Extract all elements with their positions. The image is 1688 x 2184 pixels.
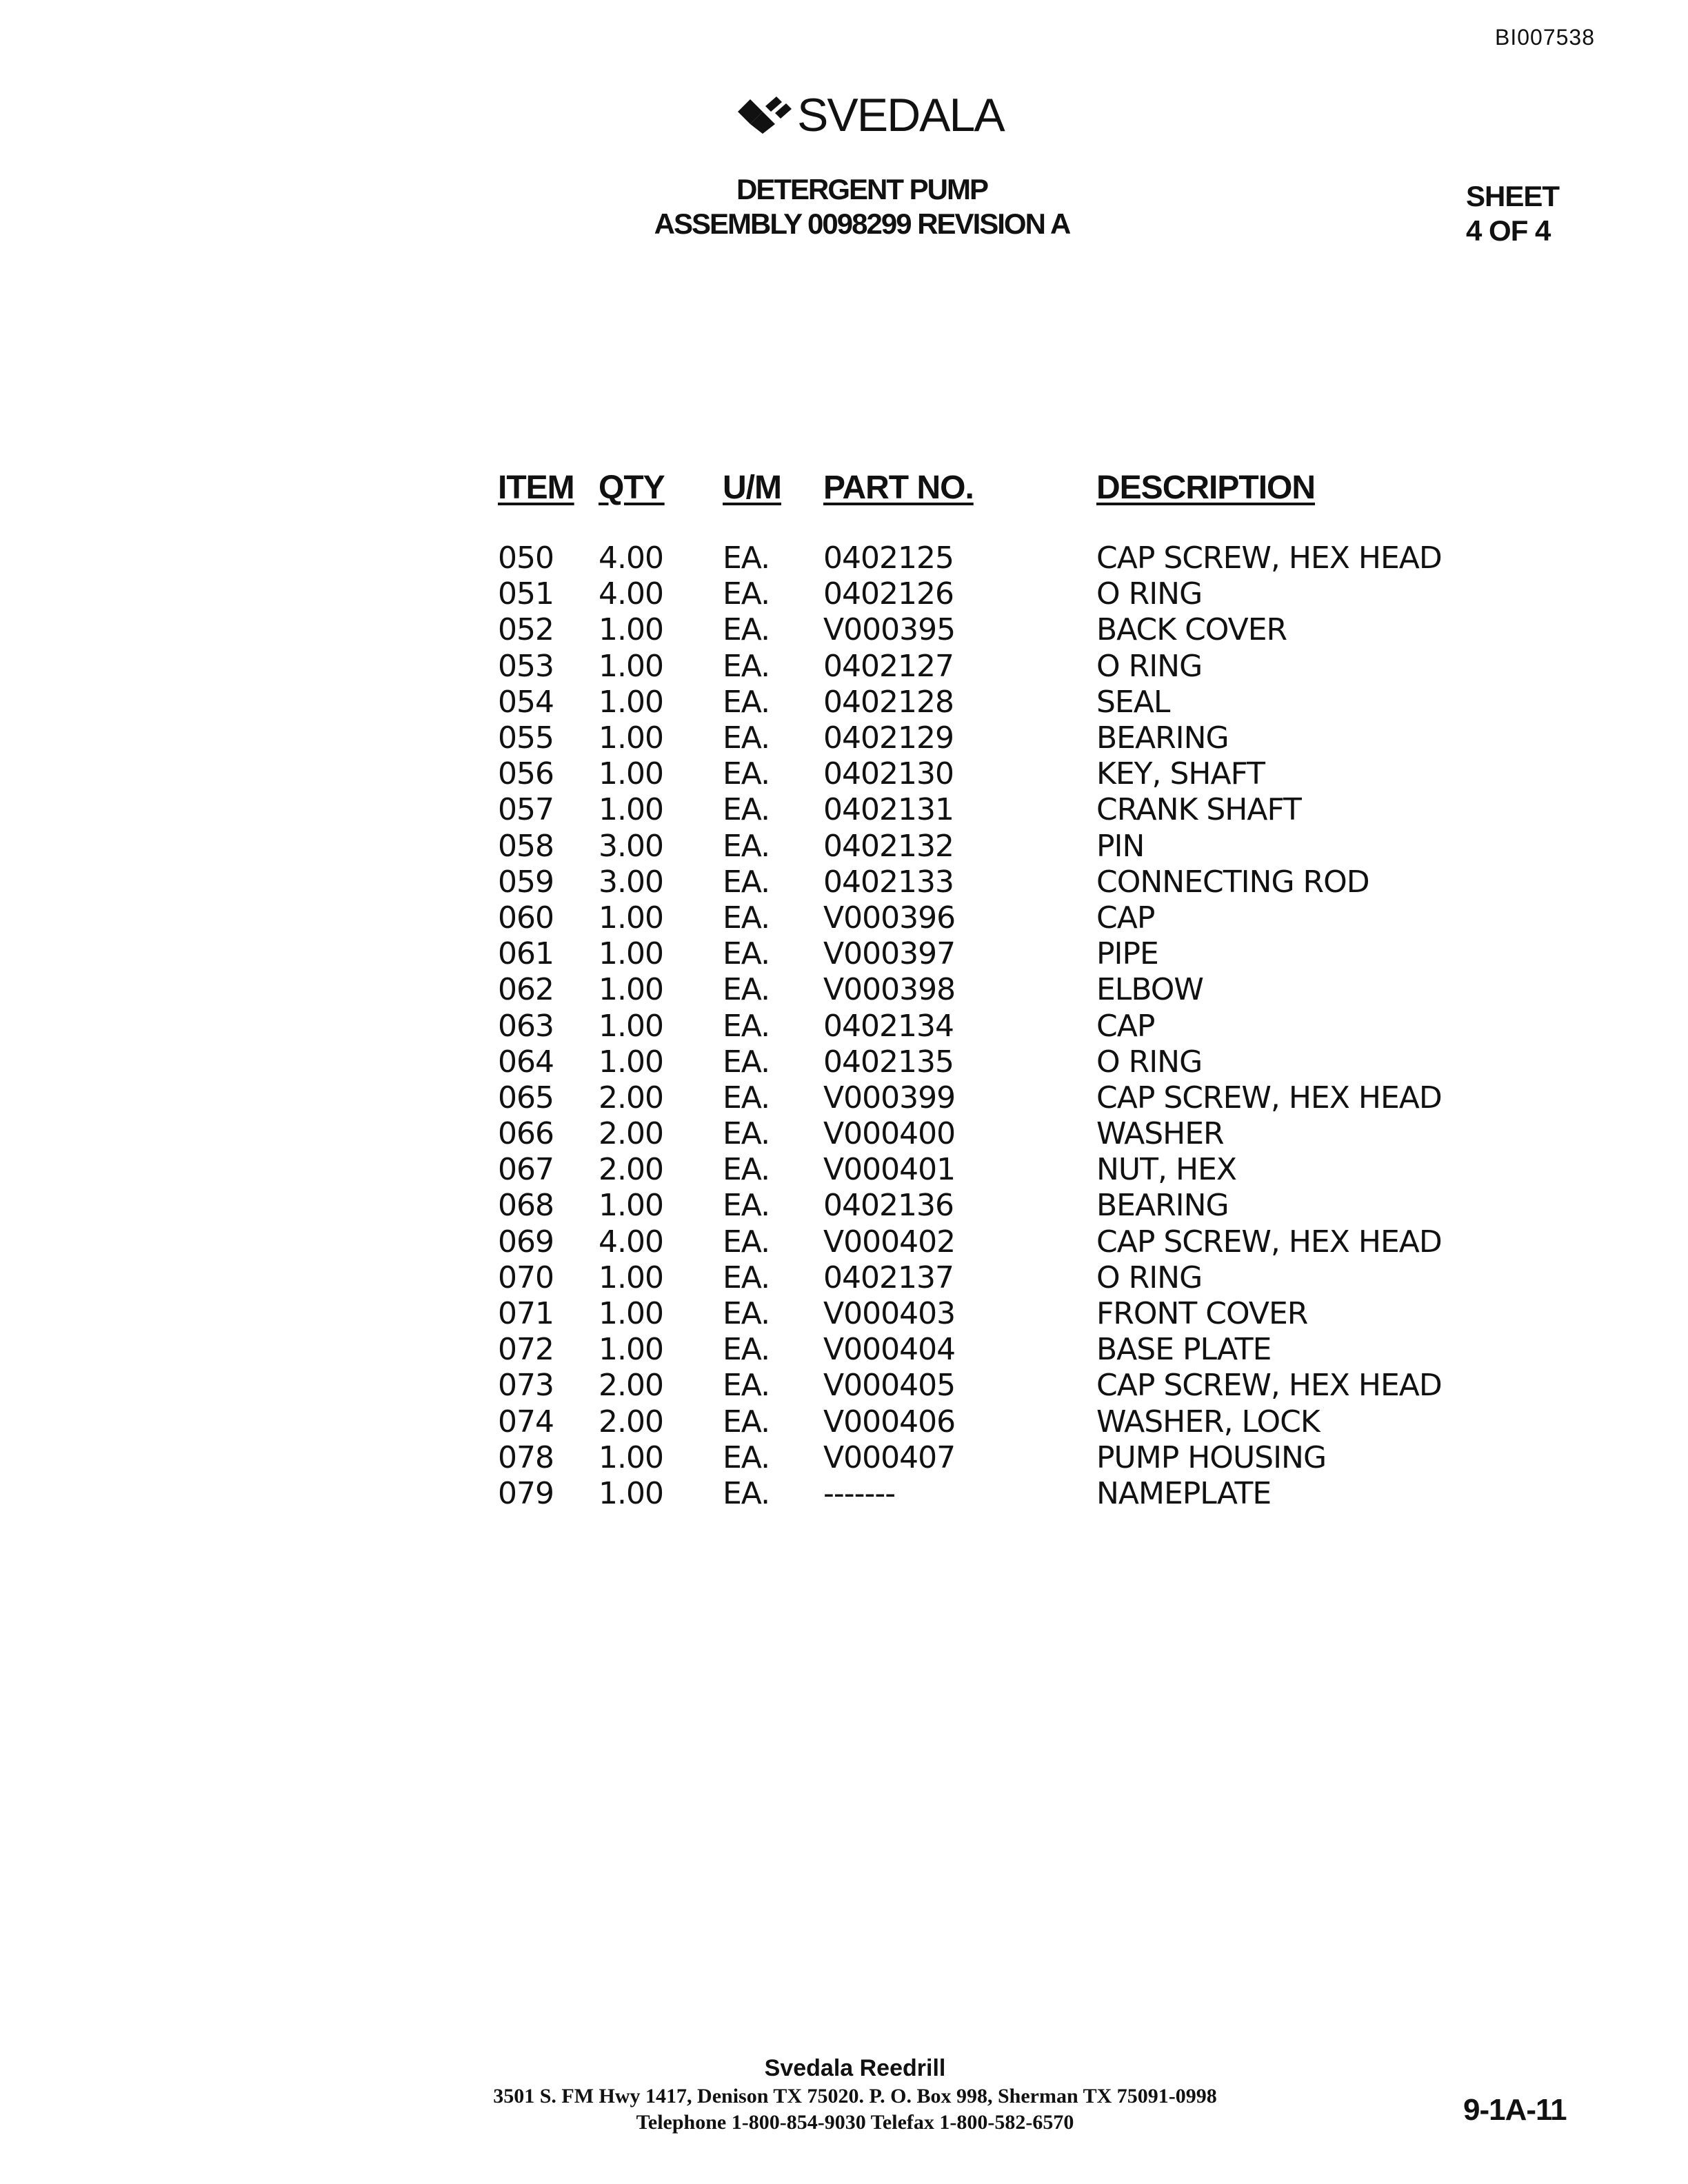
cell-description: PUMP HOUSING	[1096, 1439, 1327, 1475]
sheet-number	[1466, 179, 1559, 248]
cell-um: EA.	[723, 1224, 770, 1260]
cell-item: 059	[498, 864, 554, 900]
table-row	[498, 1440, 1455, 1476]
cell-part-no: 0402137	[823, 1260, 954, 1295]
cell-qty: 3.00	[599, 864, 663, 900]
cell-description: SEAL	[1096, 684, 1170, 720]
parts-table-body	[498, 521, 1455, 1512]
cell-item: 069	[498, 1224, 554, 1260]
cell-part-no: V000403	[823, 1296, 956, 1332]
cell-qty: 1.00	[599, 648, 663, 684]
header-item: ITEM	[498, 469, 574, 506]
cell-um: EA.	[723, 1152, 770, 1188]
document-title	[621, 172, 1103, 241]
table-row	[498, 865, 1455, 900]
cell-um: EA.	[723, 1332, 770, 1368]
table-row	[498, 1260, 1455, 1296]
cell-qty: 1.00	[599, 1008, 663, 1044]
cell-um: EA.	[723, 1404, 770, 1439]
table-row	[498, 972, 1455, 1008]
cell-description: PIPE	[1096, 936, 1158, 972]
header-qty: QTY	[599, 469, 665, 506]
cell-item: 058	[498, 828, 554, 864]
cell-part-no: V000406	[823, 1404, 956, 1439]
footer-company: Svedala Reedrill	[764, 2055, 946, 2081]
table-row	[498, 1080, 1455, 1116]
table-row	[498, 1224, 1455, 1260]
cell-description: O RING	[1096, 1044, 1203, 1080]
cell-qty: 1.00	[599, 1439, 663, 1475]
table-row	[498, 1008, 1455, 1044]
cell-um: EA.	[723, 684, 770, 720]
cell-um: EA.	[723, 936, 770, 972]
cell-qty: 1.00	[599, 1475, 663, 1511]
cell-part-no: 0402134	[823, 1008, 954, 1044]
table-row	[498, 521, 1455, 576]
cell-part-no: -------	[823, 1475, 896, 1511]
table-row	[498, 576, 1455, 612]
cell-um: EA.	[723, 648, 770, 684]
cell-description: CAP	[1096, 1008, 1155, 1044]
cell-item: 054	[498, 684, 554, 720]
cell-um: EA.	[723, 1368, 770, 1404]
cell-um: EA.	[723, 792, 770, 828]
table-row	[498, 1116, 1455, 1152]
cell-description: CAP SCREW, HEX HEAD	[1096, 1224, 1442, 1260]
svedala-logo	[736, 88, 1004, 142]
table-row	[498, 1296, 1455, 1332]
cell-um: EA.	[723, 1080, 770, 1115]
cell-um: EA.	[723, 1475, 770, 1511]
cell-description: WASHER	[1096, 1116, 1224, 1152]
cell-qty: 1.00	[599, 756, 663, 792]
cell-item: 068	[498, 1188, 554, 1224]
cell-um: EA.	[723, 720, 770, 756]
cell-item: 055	[498, 720, 554, 756]
cell-part-no: 0402130	[823, 756, 954, 792]
cell-item: 064	[498, 1044, 554, 1080]
cell-description: O RING	[1096, 1260, 1203, 1295]
cell-item: 066	[498, 1116, 554, 1152]
cell-qty: 2.00	[599, 1368, 663, 1404]
cell-qty: 3.00	[599, 828, 663, 864]
table-row	[498, 936, 1455, 972]
cell-description: NAMEPLATE	[1096, 1475, 1272, 1511]
cell-description: NUT, HEX	[1096, 1152, 1236, 1188]
cell-description: ELBOW	[1096, 972, 1203, 1008]
cell-part-no: 0402132	[823, 828, 954, 864]
cell-item: 078	[498, 1439, 554, 1475]
cell-part-no: V000397	[823, 936, 956, 972]
cell-item: 070	[498, 1260, 554, 1295]
cell-part-no: V000399	[823, 1080, 956, 1115]
cell-um: EA.	[723, 1296, 770, 1332]
cell-description: BEARING	[1096, 720, 1229, 756]
cell-part-no: V000398	[823, 972, 956, 1008]
title-line-1: DETERGENT PUMP	[736, 173, 988, 205]
cell-qty: 1.00	[599, 1332, 663, 1368]
sheet-count: 4 OF 4	[1466, 214, 1551, 247]
cell-description: BEARING	[1096, 1188, 1229, 1224]
cell-description: FRONT COVER	[1096, 1296, 1308, 1332]
cell-um: EA.	[723, 1439, 770, 1475]
table-row	[498, 1404, 1455, 1440]
footer-address: 3501 S. FM Hwy 1417, Denison TX 75020. P. O. Box 998, Sherman TX 75091-0998	[493, 2085, 1217, 2107]
table-row	[498, 1044, 1455, 1080]
table-row	[498, 1152, 1455, 1188]
cell-qty: 1.00	[599, 972, 663, 1008]
table-row	[498, 756, 1455, 792]
cell-um: EA.	[723, 1044, 770, 1080]
cell-item: 065	[498, 1080, 554, 1115]
cell-um: EA.	[723, 540, 770, 576]
cell-item: 050	[498, 540, 554, 576]
cell-part-no: 0402126	[823, 576, 954, 612]
cell-part-no: V000401	[823, 1152, 956, 1188]
cell-item: 061	[498, 936, 554, 972]
page-code: 9-1A-11	[1463, 2093, 1567, 2127]
cell-part-no: V000395	[823, 612, 956, 648]
cell-um: EA.	[723, 756, 770, 792]
cell-description: WASHER, LOCK	[1096, 1404, 1320, 1439]
cell-item: 079	[498, 1475, 554, 1511]
cell-qty: 1.00	[599, 720, 663, 756]
cell-part-no: 0402133	[823, 864, 954, 900]
cell-description: BACK COVER	[1096, 612, 1287, 648]
cell-qty: 1.00	[599, 684, 663, 720]
table-row	[498, 792, 1455, 828]
cell-part-no: 0402127	[823, 648, 954, 684]
cell-qty: 1.00	[599, 936, 663, 972]
cell-item: 060	[498, 900, 554, 936]
cell-item: 053	[498, 648, 554, 684]
cell-qty: 2.00	[599, 1152, 663, 1188]
cell-description: CAP SCREW, HEX HEAD	[1096, 1368, 1442, 1404]
table-row	[498, 829, 1455, 865]
cell-item: 062	[498, 972, 554, 1008]
cell-um: EA.	[723, 1188, 770, 1224]
table-row	[498, 1368, 1455, 1404]
header-um: U/M	[723, 469, 781, 506]
cell-item: 067	[498, 1152, 554, 1188]
cell-qty: 2.00	[599, 1116, 663, 1152]
cell-item: 057	[498, 792, 554, 828]
cell-qty: 1.00	[599, 900, 663, 936]
cell-qty: 1.00	[599, 1260, 663, 1295]
cell-part-no: 0402125	[823, 540, 954, 576]
cell-um: EA.	[723, 864, 770, 900]
cell-item: 073	[498, 1368, 554, 1404]
cell-part-no: V000402	[823, 1224, 956, 1260]
cell-qty: 1.00	[599, 792, 663, 828]
cell-description: BASE PLATE	[1096, 1332, 1272, 1368]
cell-um: EA.	[723, 1008, 770, 1044]
cell-description: CAP	[1096, 900, 1155, 936]
footer-phones: Telephone 1-800-854-9030 Telefax 1-800-582-6570	[636, 2111, 1074, 2134]
cell-description: CRANK SHAFT	[1096, 792, 1301, 828]
cell-item: 071	[498, 1296, 554, 1332]
logo-wordmark: SVEDALA	[797, 89, 1004, 141]
cell-part-no: 0402131	[823, 792, 954, 828]
header-description: DESCRIPTION	[1096, 469, 1316, 506]
cell-qty: 2.00	[599, 1080, 663, 1115]
cell-qty: 1.00	[599, 612, 663, 648]
cell-qty: 2.00	[599, 1404, 663, 1439]
cell-part-no: 0402128	[823, 684, 954, 720]
cell-item: 051	[498, 576, 554, 612]
table-row	[498, 649, 1455, 685]
cell-um: EA.	[723, 972, 770, 1008]
cell-um: EA.	[723, 900, 770, 936]
cell-qty: 1.00	[599, 1296, 663, 1332]
cell-qty: 1.00	[599, 1044, 663, 1080]
cell-part-no: 0402129	[823, 720, 954, 756]
cell-description: PIN	[1096, 828, 1145, 864]
footer	[345, 2053, 1365, 2136]
cell-item: 063	[498, 1008, 554, 1044]
header-part-no: PART NO.	[823, 469, 974, 506]
cell-um: EA.	[723, 576, 770, 612]
cell-um: EA.	[723, 1260, 770, 1295]
cell-item: 072	[498, 1332, 554, 1368]
cell-description: CAP SCREW, HEX HEAD	[1096, 540, 1442, 576]
table-header-row	[498, 469, 1455, 521]
cell-description: KEY, SHAFT	[1096, 756, 1265, 792]
table-row	[498, 1332, 1455, 1368]
cell-description: O RING	[1096, 576, 1203, 612]
cell-description: CAP SCREW, HEX HEAD	[1096, 1080, 1442, 1115]
cell-item: 074	[498, 1404, 554, 1439]
cell-part-no: V000405	[823, 1368, 956, 1404]
cell-item: 056	[498, 756, 554, 792]
cell-part-no: V000396	[823, 900, 956, 936]
cell-qty: 4.00	[599, 540, 663, 576]
title-line-2: ASSEMBLY 0098299 REVISION A	[654, 208, 1070, 240]
table-row	[498, 720, 1455, 756]
table-row	[498, 900, 1455, 936]
table-row	[498, 1476, 1455, 1512]
sheet-label: SHEET	[1466, 180, 1560, 212]
cell-part-no: V000407	[823, 1439, 956, 1475]
cell-item: 052	[498, 612, 554, 648]
cell-qty: 4.00	[599, 576, 663, 612]
cell-qty: 1.00	[599, 1188, 663, 1224]
cell-part-no: 0402136	[823, 1188, 954, 1224]
cell-part-no: 0402135	[823, 1044, 954, 1080]
cell-um: EA.	[723, 828, 770, 864]
table-row	[498, 685, 1455, 720]
parts-list-table	[498, 469, 1455, 1512]
cell-part-no: V000400	[823, 1116, 956, 1152]
cell-part-no: V000404	[823, 1332, 956, 1368]
table-row	[498, 612, 1455, 648]
cell-um: EA.	[723, 1116, 770, 1152]
cell-qty: 4.00	[599, 1224, 663, 1260]
document-id: BI007538	[1495, 25, 1596, 50]
svedala-mark-icon	[736, 97, 792, 134]
table-row	[498, 1188, 1455, 1224]
cell-um: EA.	[723, 612, 770, 648]
cell-description: CONNECTING ROD	[1096, 864, 1369, 900]
cell-description: O RING	[1096, 648, 1203, 684]
